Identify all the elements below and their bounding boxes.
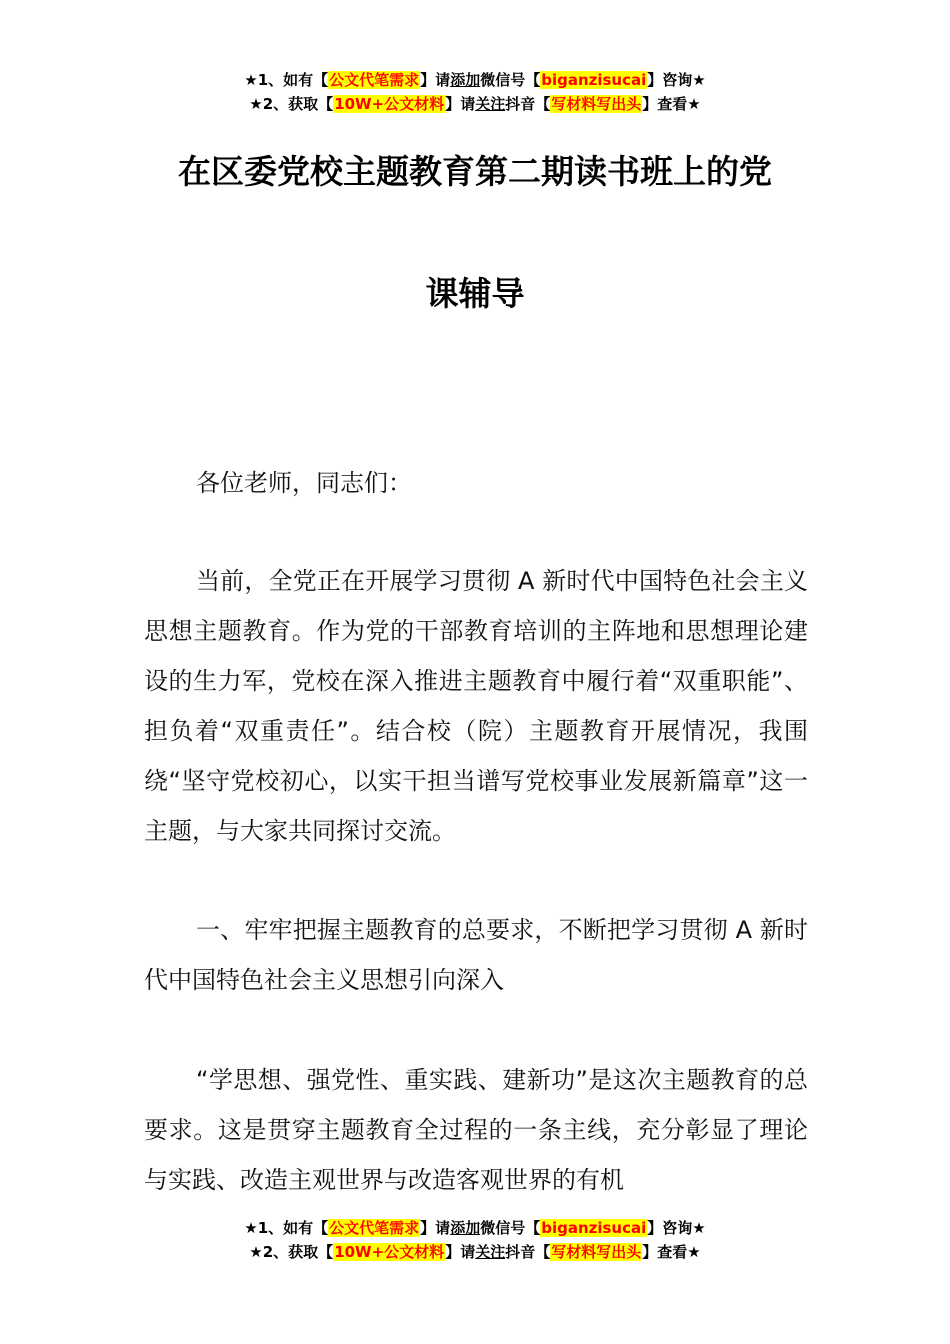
- banner-highlight: 10W+公文材料: [334, 95, 445, 113]
- banner-line-1: ★1、如有【公文代笔需求】请添加微信号【biganzisucai】咨询★: [244, 71, 706, 89]
- banner-highlight: 公文代笔需求: [329, 71, 420, 89]
- document-title-line-1: 在区委党校主题教育第二期读书班上的党: [178, 152, 772, 191]
- paragraph-intro: 当前，全党正在开展学习贯彻 A 新时代中国特色社会主义思想主题教育。作为党的干部教育培训的主阵地和思想理论建设的生力军，党校在深入推进主题教育中履行着“双重职能”、担负着“双重责任”。结合校（院）主题教育开展情况，我围绕“坚守党校初心，以实干担当谱写党校事业发展新篇章”这一主题，与大家共同探讨交流。: [144, 567, 808, 845]
- banner-line-1: ★1、如有【公文代笔需求】请添加微信号【biganzisucai】咨询★: [244, 1219, 706, 1237]
- banner-highlight: 公文代笔需求: [329, 1219, 420, 1237]
- paragraph-section-1: “学思想、强党性、重实践、建新功”是这次主题教育的总要求。这是贯穿主题教育全过程的一条主线，充分彰显了理论与实践、改造主观世界与改造客观世界的有机: [144, 1066, 808, 1194]
- banner-highlight: 10W+公文材料: [334, 1243, 445, 1261]
- document-title-line-2: 课辅导: [425, 274, 525, 313]
- banner-highlight: 写材料写出头: [551, 95, 642, 113]
- section-heading-1: 一、牢牢把握主题教育的总要求，不断把学习贯彻 A 新时代中国特色社会主义思想引向深入: [144, 916, 808, 994]
- footer-banner: [0, 1216, 950, 1264]
- banner-highlight: biganzisucai: [541, 71, 647, 89]
- banner-highlight: biganzisucai: [541, 1219, 647, 1237]
- salutation: 各位老师，同志们：: [196, 469, 412, 497]
- header-banner: [0, 68, 950, 116]
- banner-highlight: 写材料写出头: [551, 1243, 642, 1261]
- banner-line-2: ★2、获取【10W+公文材料】请关注抖音【写材料写出头】查看★: [249, 95, 701, 113]
- banner-line-2: ★2、获取【10W+公文材料】请关注抖音【写材料写出头】查看★: [249, 1243, 701, 1261]
